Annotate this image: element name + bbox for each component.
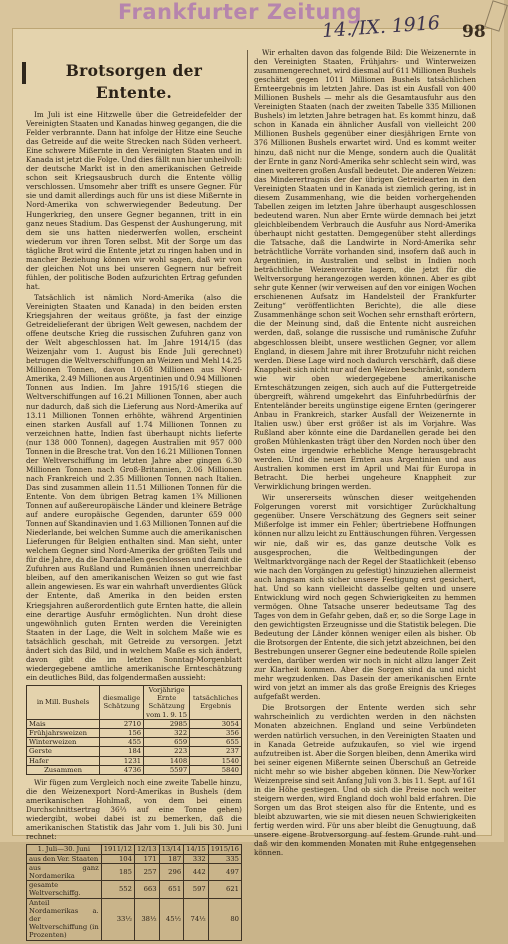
cell: 356 <box>190 728 242 737</box>
cell: 322 <box>144 728 190 737</box>
row-label: Mais <box>27 719 100 728</box>
cell: 80 <box>208 898 241 940</box>
cell: 663 <box>134 881 159 898</box>
table-row <box>27 881 242 898</box>
row-label: Winterweizen <box>27 738 100 747</box>
harvest-header-2: Vorjährige Ernte Schätzung vom 1. 9. 15 <box>144 685 190 719</box>
cell: 497 <box>208 863 241 880</box>
table-row <box>27 719 242 728</box>
row-label: Hafer <box>27 756 100 765</box>
row-label: Gerste <box>27 747 100 756</box>
cell: 237 <box>190 747 242 756</box>
article-title: Brotsorgen der Entente. <box>65 61 203 102</box>
right-paragraph-1: Wir erhalten davon das folgende Bild: Die Weizenernte in den Vereinigten Staaten, Frühjahrs- und Winterweizen zusammengerechnet, wird diesmal auf 611 Millionen Bushels geschätzt gegen 1011 Millionen Bushels tatsächlichen Ernteergebnis im letzten Jahre. Das ist ein Ausfall von 400 Millionen Bushels — mehr als die Gesamtausfuhr aus den Vereinigten Staaten (nach der zweiten Tabelle 335 Millionen Bushels) im letzten Jahre betragen hat. Es kommt hinzu, daß schon in Kanada ein ähnlicher Ausfall von vielleicht 200 Millionen Bushels gegenüber einer diesjährigen Ernte von 376 Millionen Bushels erwartet wird. Und es kommt weiter hinzu, daß nicht nur die Menge, sondern auch die Qualität der Ernte in ganz Nord-Amerika sehr schlecht sein wird, was einen weiteren großen Ausfall bedeutet. Die anderen Weizen: das Minderertragnis der der übrigen Getreidearten in den Vereinigten Staaten und in Kanada ist ziemlich gering, ist in diesem Zusammenhang, wie die beiden vorhergehenden Tabellen zeigen im letzten Jahre überhaupt ausgeschlossen bedeutend waren. Nun aber Ernte würde demnach bei jetzt gleichbleibendem Verbrauch die Ausfuhr aus Nord-Amerika überhaupt nicht gestatten. Demgegenüber steht allerdings die Tatsache, daß die Landwirte in Nord-Amerika sehr beträchtliche Vorräte vorhanden sind, insofern daß auch in Argentinien, in Australien und selbst in Indien noch beträchtliche Weizenvorräte lagern, die jetzt für die Weltversorgung herangezogen werden können. Aber es gibt sehr gute Kenner (wir verweisen auf den vor einigen Wochen erschienenen Aufsatz im Handelsteil der Frankfurter Zeitung“ veröffentlichten Berichte), die alle diese Zusammenhänge schon seit Wochen sehr ernsthaft erörtern, die der Meinung sind, daß die Entente nicht ausreichen werden, daß, solange die russische und rumänische Zufuhr abgeschlossen bleibt, unsere westlichen Gegner, vor allem England, in diesem Jahre mit ihrer Brotzufuhr nicht reichen werden. Diese Lage wird noch dadurch verschärft, daß diese Knappheit sich nicht nur auf den Weizen beschränkt, sondern wie wir oben wiedergegebene amerikanische Ernteschätzungen zeigen, sich auch auf die Futtergetreide übergreift, während umgekehrt das Einfuhrbedürfnis der Ententeländer bereits ungünstige eigene Ernten (geringerer Anbau in Frankreich, starker Ausfall der Weizenernte in Italien usw.) über erst größer ist als im Vorjahre. Was Rußland aber könnte eine die Dardanellen gerade bei den großen Mühlenkasten trägt über den Norden noch über den Osten eine irgendwie erhebliche Menge herausgebracht werden. Und die neuen Ernten aus Argentinien und aus Australien kommen erst im April und Mai für Europa in Betracht. Die herbei ungeheure Knappheit zur Verwirklichung bringen werden. <box>254 48 476 492</box>
table-row <box>27 756 242 765</box>
harvest-table-header <box>27 685 242 719</box>
cell: 33½ <box>101 898 134 940</box>
left-paragraph-2: Tatsächlich ist nämlich Nord-Amerika (also die Vereinigten Staaten und Kanada) in den beiden ersten Kriegsjahren der weitaus größte, ja fast der einzige Getreidelieferant der übrigen Welt gewesen, nachdem der offene deutsche Krieg die russischen Zufuhren ganz von der Welt abgeschlossen hat. Im Jahre 1914/15 (das Weizenjahr vom 1. August bis Ende Juli gerechnet) betrugen die Weltverschiffungen an Weizen und Mehl 14.25 Millionen Tonnen, davon 10.68 Millionen aus Nord-Amerika, 2.49 Millionen aus Argentinien und 0.94 Millionen Tonnen aus Indien. Im Jahre 1915/16 stiegen die Weltverschiffungen auf 16.21 Millionen Tonnen, aber auch nur dadurch, daß sich die Lieferung aus Nord-Amerika auf 13.11 Millionen Tonnen erhöhte, während Argentinien einen starken Ausfall auf 1.74 Millionen Tonnen zu verzeichnen hatte, Indien fast überhaupt nichts lieferte (nur 138 000 Tonnen), dagegen Australien mit 957 000 Tonnen in die Bresche trat. Von den 16.21 Millionen Tonnen der Weltverschiffung im letzten Jahre aber gingen 6.30 Millionen Tonnen nach Groß-Britannien, 2.06 Millionen nach Frankreich und 2.35 Millionen Tonnen nach Italien. Das sind zusammen allein 11.51 Millionen Tonnen für die Entente. Von dem übrigen Betrag kamen 1¾ Millionen Tonnen auf außereuropäische Länder und kleinere Beträge auf andere europäische Gegenden, darunter 659 000 Tonnen auf Skandinavien und 1.63 Millionen Tonnen auf die Niederlande, bei welchen Summe auch die amerikanischen Lieferungen für Belgien enthalten sind. Man sieht, unter welchem Gegner sind Nord-Amerika der größten Teils und für die Jahre, da die Dardanellen geschlossen und damit die Zufuhren aus Rußland und Rumänien ihnen unerreichbar bleiben, auf den amerikanischen Weizen so gut wie fast allein angewiesen. Es war ein wahrhaft unverdientes Glück der Entente, daß Amerika in den beiden ersten Kriegsjahren außerordentlich gute Ernten hatte, die allein eine derartige Ausfuhr ermöglichten. Nun droht diese ungewöhnlich guten Ernten werden die Vereinigten Staaten in der Lage, die Welt in solchem Maße wie es tatsächlich geschah, mit Getreide zu versorgen. Jetzt ändert sich das Bild, und in welchem Maße es sich ändert, davon gibt die im letzten Sonntag-Morgenblatt wiedergegebene amtliche amerikanische Ernteschätzung ein deutliches Bild, das folgendermaßen aussieht: <box>26 292 242 682</box>
export-header-2: 12/13 <box>134 845 159 854</box>
table-row <box>27 728 242 737</box>
right-paragraph-2: Wir unsererseits wünschen dieser weitgehenden Folgerungen vorerst mit vorsichtiger Zurückhaltung gegenüber. Unsere Verschätzung des Gegners seit seiner Mißerfolge ist immer ein Fehler; übertriebene Hoffnungen können nur allzu leicht zu Enttäuschungen führen. Vergessen wir nie, daß wir es, das ganze deutsche Volk es ausgesprochen, die Weltbedingungen der Weltmarktvorgänge nach der Regel der Staatlichkeit (ebenso wie nach den Vorgängen zu gefestigt) hinzuziehen allermeist auch langsam sich sicher unsere Festigung erst gesichert, hat. Und so kann vielleicht dasselbe gelten und unsere Entwicklung wird noch gegen Schwierigkeiten zu hemmen vermögen. Ohne Tatsache unserer bedeutsame Tag des Tages von dem in Gefahr geben, daß er, so die Sorge Lage in den gewichtigsten Erzeugnisse und die Statistik belegen. Die Bedeutung der Länder können weniger eilen als bisher. Ob die Brotsorgen der Entente, die sich jetzt abzeichnen, bei den Bestrebungen unserer Gegner eine bedeutende Rolle spielen werden, darüber werden wir noch in nicht allzu langer Zeit zur Klarheit kommen. Aber die Sorgen sind da und nicht mehr wegzudenken. Das Dasein der amerikanischen Ernte wird von jetzt an immer als das große Ereignis des Krieges aufgefaßt werden. <box>254 493 476 702</box>
cell: 45½ <box>159 898 184 940</box>
row-label: Zusammen <box>27 765 100 774</box>
cell: 296 <box>159 863 184 880</box>
table-total-row <box>27 765 242 774</box>
cell: 2710 <box>100 719 144 728</box>
right-column <box>254 48 476 858</box>
cell: 5597 <box>144 765 190 774</box>
table-row <box>27 898 242 940</box>
cell: 156 <box>100 728 144 737</box>
row-label: Anteil Nordamerikas a. der Weltverschiffung (in Prozenten) <box>27 898 102 940</box>
export-header-4: 14/15 <box>184 845 209 854</box>
cell: 185 <box>101 863 134 880</box>
left-column <box>26 48 242 944</box>
newspaper-stamp: Frankfurter Zeitung <box>118 0 362 24</box>
row-label: Frühjahrsweizen <box>27 728 100 737</box>
cell: 655 <box>190 738 242 747</box>
cell: 597 <box>184 881 209 898</box>
cell: 335 <box>208 854 241 863</box>
cell: 1408 <box>144 756 190 765</box>
table-row <box>27 854 242 863</box>
cell: 552 <box>101 881 134 898</box>
cell: 1540 <box>190 756 242 765</box>
right-paragraph-3: Die Brotsorgen der Entente werden sich sehr wahrscheinlich zu verdichten werden in den nächsten Monaten abzeichnen. England und seine Verbündeten werden natürlich versuchen, in den Vereinigten Staaten und in Kanada Getreide aufzukaufen, so viel wie irgend aufzutreiben ist. Aber die Sorgen bleiben, denn Amerika wird bei seiner eigenen Mißernte seinen Überschuß an Getreide nicht mehr so wie bisher abgeben können. Die New-Yorker Weizenpreise sind seit Anfang Juli von 3. bis 11. Sept. auf 161 in die Höhe gestiegen. Und ob sich die Preise noch weiter steigern werden, wird England doch wohl bald erfahren. Die Sorgen um das Brot steigen also für die Entente, und es bleibt abzuwarten, wie sie mit diesen neuen Schwierigkeiten fertig werden wird. Für uns aber bleibt die Genugtuung, daß unsere eigene Brotversorgung auf festem Grunde ruht und daß wir den kommenden Monaten mit Ruhe entgegensehen können. <box>254 703 476 858</box>
harvest-header-1: diesmalige Schätzung <box>100 685 144 719</box>
cell: 5840 <box>190 765 242 774</box>
row-label: aus ganz Nordamerika <box>27 863 102 880</box>
cell: 38½ <box>134 898 159 940</box>
harvest-table <box>26 685 242 775</box>
export-header-1: 1911/12 <box>101 845 134 854</box>
export-header-3: 13/14 <box>159 845 184 854</box>
table-row <box>27 747 242 756</box>
cell: 442 <box>184 863 209 880</box>
left-paragraph-3: Wir fügen zum Vergleich noch eine zweite Tabelle hinzu, die den Weizenexport Nord-Amerikas in Bushels (dem amerikanischen Hohlmaß, von dem bei einem Durchschnittsertrag 36⅔ auf eine Tonne gehen) wiedergibt, wobei dabei ist zu bemerken, daß die amerikanischen Statistik das Jahr vom 1. Juli bis 30. Juni rechnet: <box>26 777 242 842</box>
cell: 1231 <box>100 756 144 765</box>
page-number: 98 <box>462 22 486 42</box>
cell: 651 <box>159 881 184 898</box>
cell: 171 <box>134 854 159 863</box>
cell: 3054 <box>190 719 242 728</box>
cell: 104 <box>101 854 134 863</box>
cell: 2985 <box>144 719 190 728</box>
export-table <box>26 844 242 940</box>
harvest-header-0: in Mill. Bushels <box>27 685 100 719</box>
export-table-header <box>27 845 242 854</box>
row-label: aus den Ver. Staaten <box>27 854 102 863</box>
cell: 184 <box>100 747 144 756</box>
export-header-5: 1915/16 <box>208 845 241 854</box>
cell: 659 <box>144 738 190 747</box>
table-row <box>27 738 242 747</box>
cell: 74½ <box>184 898 209 940</box>
harvest-header-3: tatsächliches Ergebnis <box>190 685 242 719</box>
row-label: gesamte Weltverschiffg. <box>27 881 102 898</box>
cell: 257 <box>134 863 159 880</box>
export-header-0: 1. Juli—30. Juni <box>27 845 102 854</box>
cell: 223 <box>144 747 190 756</box>
handwritten-date: 14./IX. 1916 <box>321 11 441 43</box>
cell: 187 <box>159 854 184 863</box>
cell: 332 <box>184 854 209 863</box>
left-paragraph-1: Im Juli ist eine Hitzwelle über die Getreidefelder der Vereinigten Staaten und Kanadas hinweg gegangen, die die Felder verbrannte. Dann hat infolge der Hitze eine Seuche das Getreide auf die weite Strecken nach Süden verheert. Eine schwere Mißernte in den Vereinigten Staaten und in Kanada ist jetzt die Folge. Und dies fällt nun hier unheilvoll: der deutsche Markt ist in den amerikanischen Getreide schon seit Kriegsausbruch durch die Entente völlig verschlossen. Umsomehr aber trifft es unsere Gegner. Für sie und damit allerdings auch für uns ist diese Mißernte in Nord-Amerika von schwerwiegender Bedeutung. Der Hungerkrieg, den unsere Gegner begannen, tritt in ein ganz neues Stadium. Das Gespenst der Aushungerung, mit dem sie uns hatten niederwerfen wollen, erscheint wiederum vor ihren Toren selbst. Mit der Sorge um das tägliche Brot wird die Entente jetzt zu ringen haben und in mancher Beziehung können wir wohl sagen, daß wir von der gleichen Not uns bei unseren Gegnern nur befreit fühlen, der politische Boden aufzurichten Ertrag gefunden hat. <box>26 110 242 291</box>
table-row <box>27 863 242 880</box>
cell: 621 <box>208 881 241 898</box>
cell: 4736 <box>100 765 144 774</box>
column-divider <box>247 50 248 830</box>
cell: 455 <box>100 738 144 747</box>
